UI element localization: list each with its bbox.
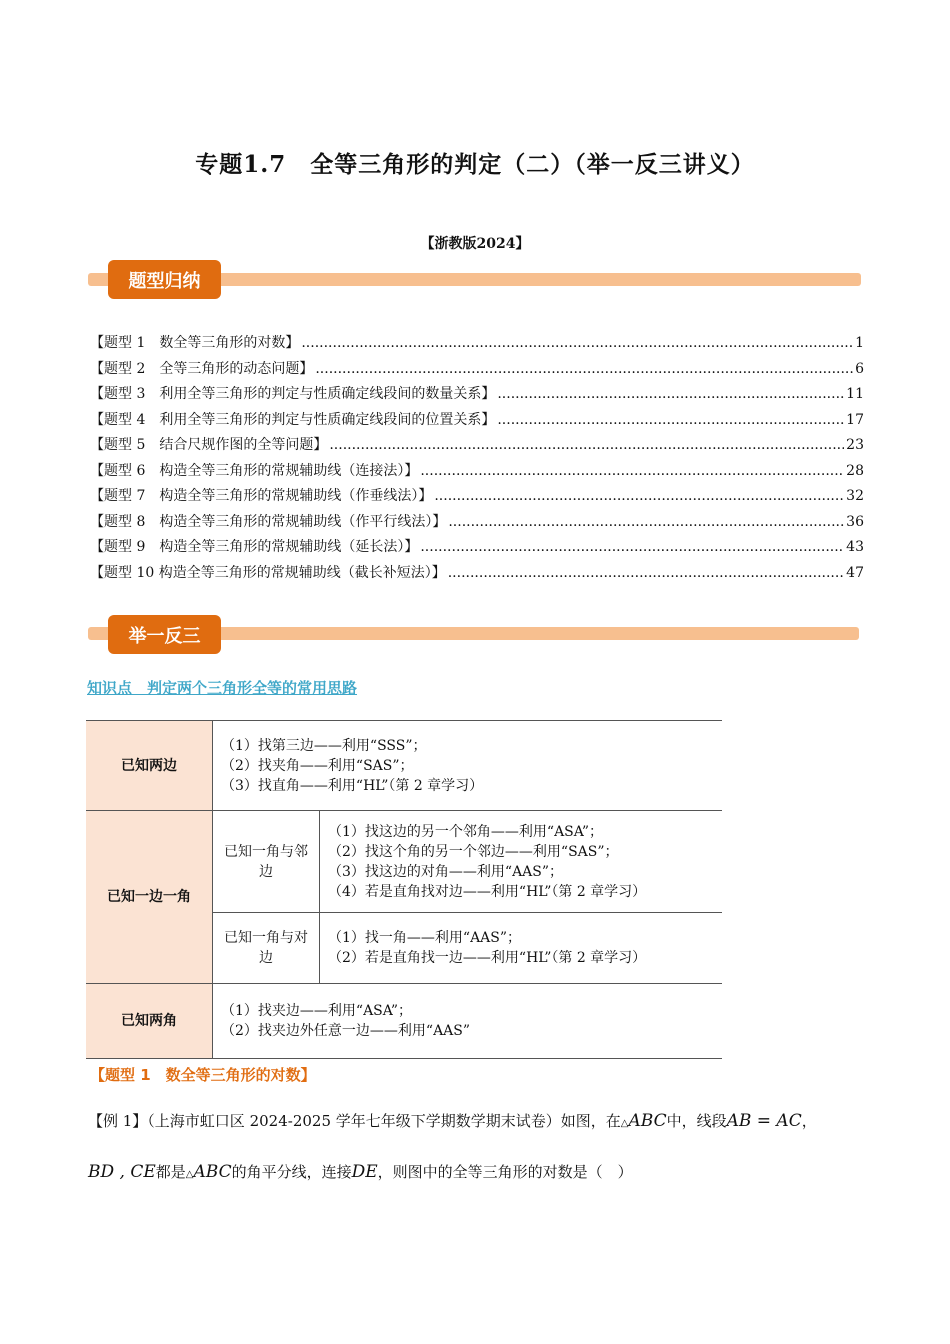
text: 【例 1】（上海市虹口区 2024-2025 学年七年级下学期数学期末试卷）如图，在: [88, 1112, 621, 1130]
math: DE: [351, 1162, 378, 1182]
row-head: 已知一边一角: [86, 811, 213, 984]
line: （1）找夹边——利用“ASA”；: [221, 1003, 412, 1019]
row-content: [213, 721, 723, 811]
toc-leader: [420, 539, 844, 555]
toc-entry[interactable]: [90, 511, 864, 537]
toc-entry[interactable]: [90, 485, 864, 511]
text: ，: [801, 1112, 817, 1130]
toc-entry[interactable]: [90, 536, 864, 562]
text: 都是: [155, 1163, 186, 1181]
toc-page: 43: [846, 539, 864, 555]
toc-leader: [497, 412, 844, 428]
section-tag-summary: 题型归纳: [108, 260, 221, 299]
toc-page: 47: [846, 564, 864, 581]
toc-page: 11: [846, 386, 864, 402]
toc-page: 17: [846, 411, 864, 428]
toc-label: 【题型 10 构造全等三角形的常规辅助线（截长补短法）】: [90, 564, 446, 581]
toc-entry[interactable]: [90, 332, 864, 358]
row-content: [213, 984, 723, 1059]
sub-head: 已知一角与邻边: [213, 811, 320, 913]
math: BD , CE: [88, 1162, 156, 1182]
toc-page: 1: [855, 335, 864, 351]
line: （2）若是直角找一边——利用“HL”（第 2 章学习）: [328, 950, 647, 966]
table-of-contents: [90, 332, 864, 587]
toc-page: 32: [846, 488, 864, 504]
math: AB = AC: [726, 1111, 802, 1131]
triangle-symbol: △: [185, 1169, 194, 1180]
section-tag-practice: 举一反三: [108, 615, 221, 654]
text: ，则图中的全等三角形的对数是（ ）: [377, 1163, 633, 1181]
row-content: [320, 811, 723, 913]
line: （1）找一角——利用“AAS”；: [328, 930, 522, 946]
line: （1）找第三边——利用“SSS”；: [221, 737, 427, 754]
toc-leader: [497, 386, 844, 402]
text: 中，线段: [666, 1112, 727, 1130]
row-content: [320, 913, 723, 984]
line: （3）找这边的对角——利用“AAS”；: [328, 863, 564, 880]
edition-label: 【浙教版2024】: [420, 236, 530, 252]
toc-leader: [420, 463, 844, 479]
toc-leader: [448, 565, 844, 581]
math: ABC: [628, 1111, 667, 1131]
triangle-symbol: △: [620, 1118, 629, 1129]
toc-page: 28: [846, 462, 864, 479]
toc-label: 【题型 9 构造全等三角形的常规辅助线（延长法）】: [90, 539, 419, 555]
toc-page: 23: [846, 437, 864, 453]
toc-entry[interactable]: [90, 562, 864, 588]
text: 的角平分线，连接: [231, 1163, 352, 1181]
toc-label: 【题型 7 构造全等三角形的常规辅助线（作垂线法）】: [90, 488, 433, 504]
toc-entry[interactable]: [90, 383, 864, 409]
toc-label: 【题型 6 构造全等三角形的常规辅助线（连接法）】: [90, 462, 419, 479]
example-line-2: [88, 1161, 868, 1182]
line: （2）找这个角的另一个邻边——利用“SAS”；: [328, 843, 619, 860]
toc-label: 【题型 1 数全等三角形的对数】: [90, 335, 300, 351]
line: （2）找夹角——利用“SAS”；: [221, 757, 414, 774]
toc-label: 【题型 8 构造全等三角形的常规辅助线（作平行线法）】: [90, 513, 447, 530]
toc-label: 【题型 4 利用全等三角形的判定与性质确定线段间的位置关系】: [90, 411, 496, 428]
question-type-heading: 【题型 1 数全等三角形的对数】: [90, 1066, 316, 1084]
toc-page: 36: [846, 513, 864, 530]
line: （1）找这边的另一个邻角——利用“ASA”；: [328, 823, 603, 840]
row-head: 已知两边: [86, 721, 213, 811]
toc-leader: [434, 488, 844, 504]
sub-head: 已知一角与对边: [213, 913, 320, 984]
knowledge-point-heading: 知识点 判定两个三角形全等的常用思路: [87, 679, 358, 697]
toc-leader: [448, 514, 844, 530]
example-line-1: [88, 1110, 868, 1131]
toc-entry[interactable]: [90, 460, 864, 486]
toc-entry[interactable]: [90, 358, 864, 384]
toc-label: 【题型 3 利用全等三角形的判定与性质确定线段间的数量关系】: [90, 386, 496, 402]
toc-entry[interactable]: [90, 434, 864, 460]
toc-leader: [301, 335, 853, 351]
line: （3）找直角——利用“HL”（第 2 章学习）: [221, 777, 484, 794]
toc-label: 【题型 2 全等三角形的动态问题】: [90, 360, 314, 377]
line: （4）若是直角找对边——利用“HL”（第 2 章学习）: [328, 883, 647, 900]
toc-label: 【题型 5 结合尺规作图的全等问题】: [90, 437, 328, 453]
page-title: 专题1.7 全等三角形的判定（二）（举一反三讲义）: [195, 151, 755, 178]
math: ABC: [193, 1162, 232, 1182]
toc-leader: [315, 361, 853, 377]
toc-leader: [329, 437, 844, 453]
criteria-table: [86, 720, 722, 1059]
line: （2）找夹边外任意一边——利用“AAS”: [221, 1023, 471, 1039]
toc-page: 6: [855, 360, 864, 377]
row-head: 已知两角: [86, 984, 213, 1059]
toc-entry[interactable]: [90, 409, 864, 435]
